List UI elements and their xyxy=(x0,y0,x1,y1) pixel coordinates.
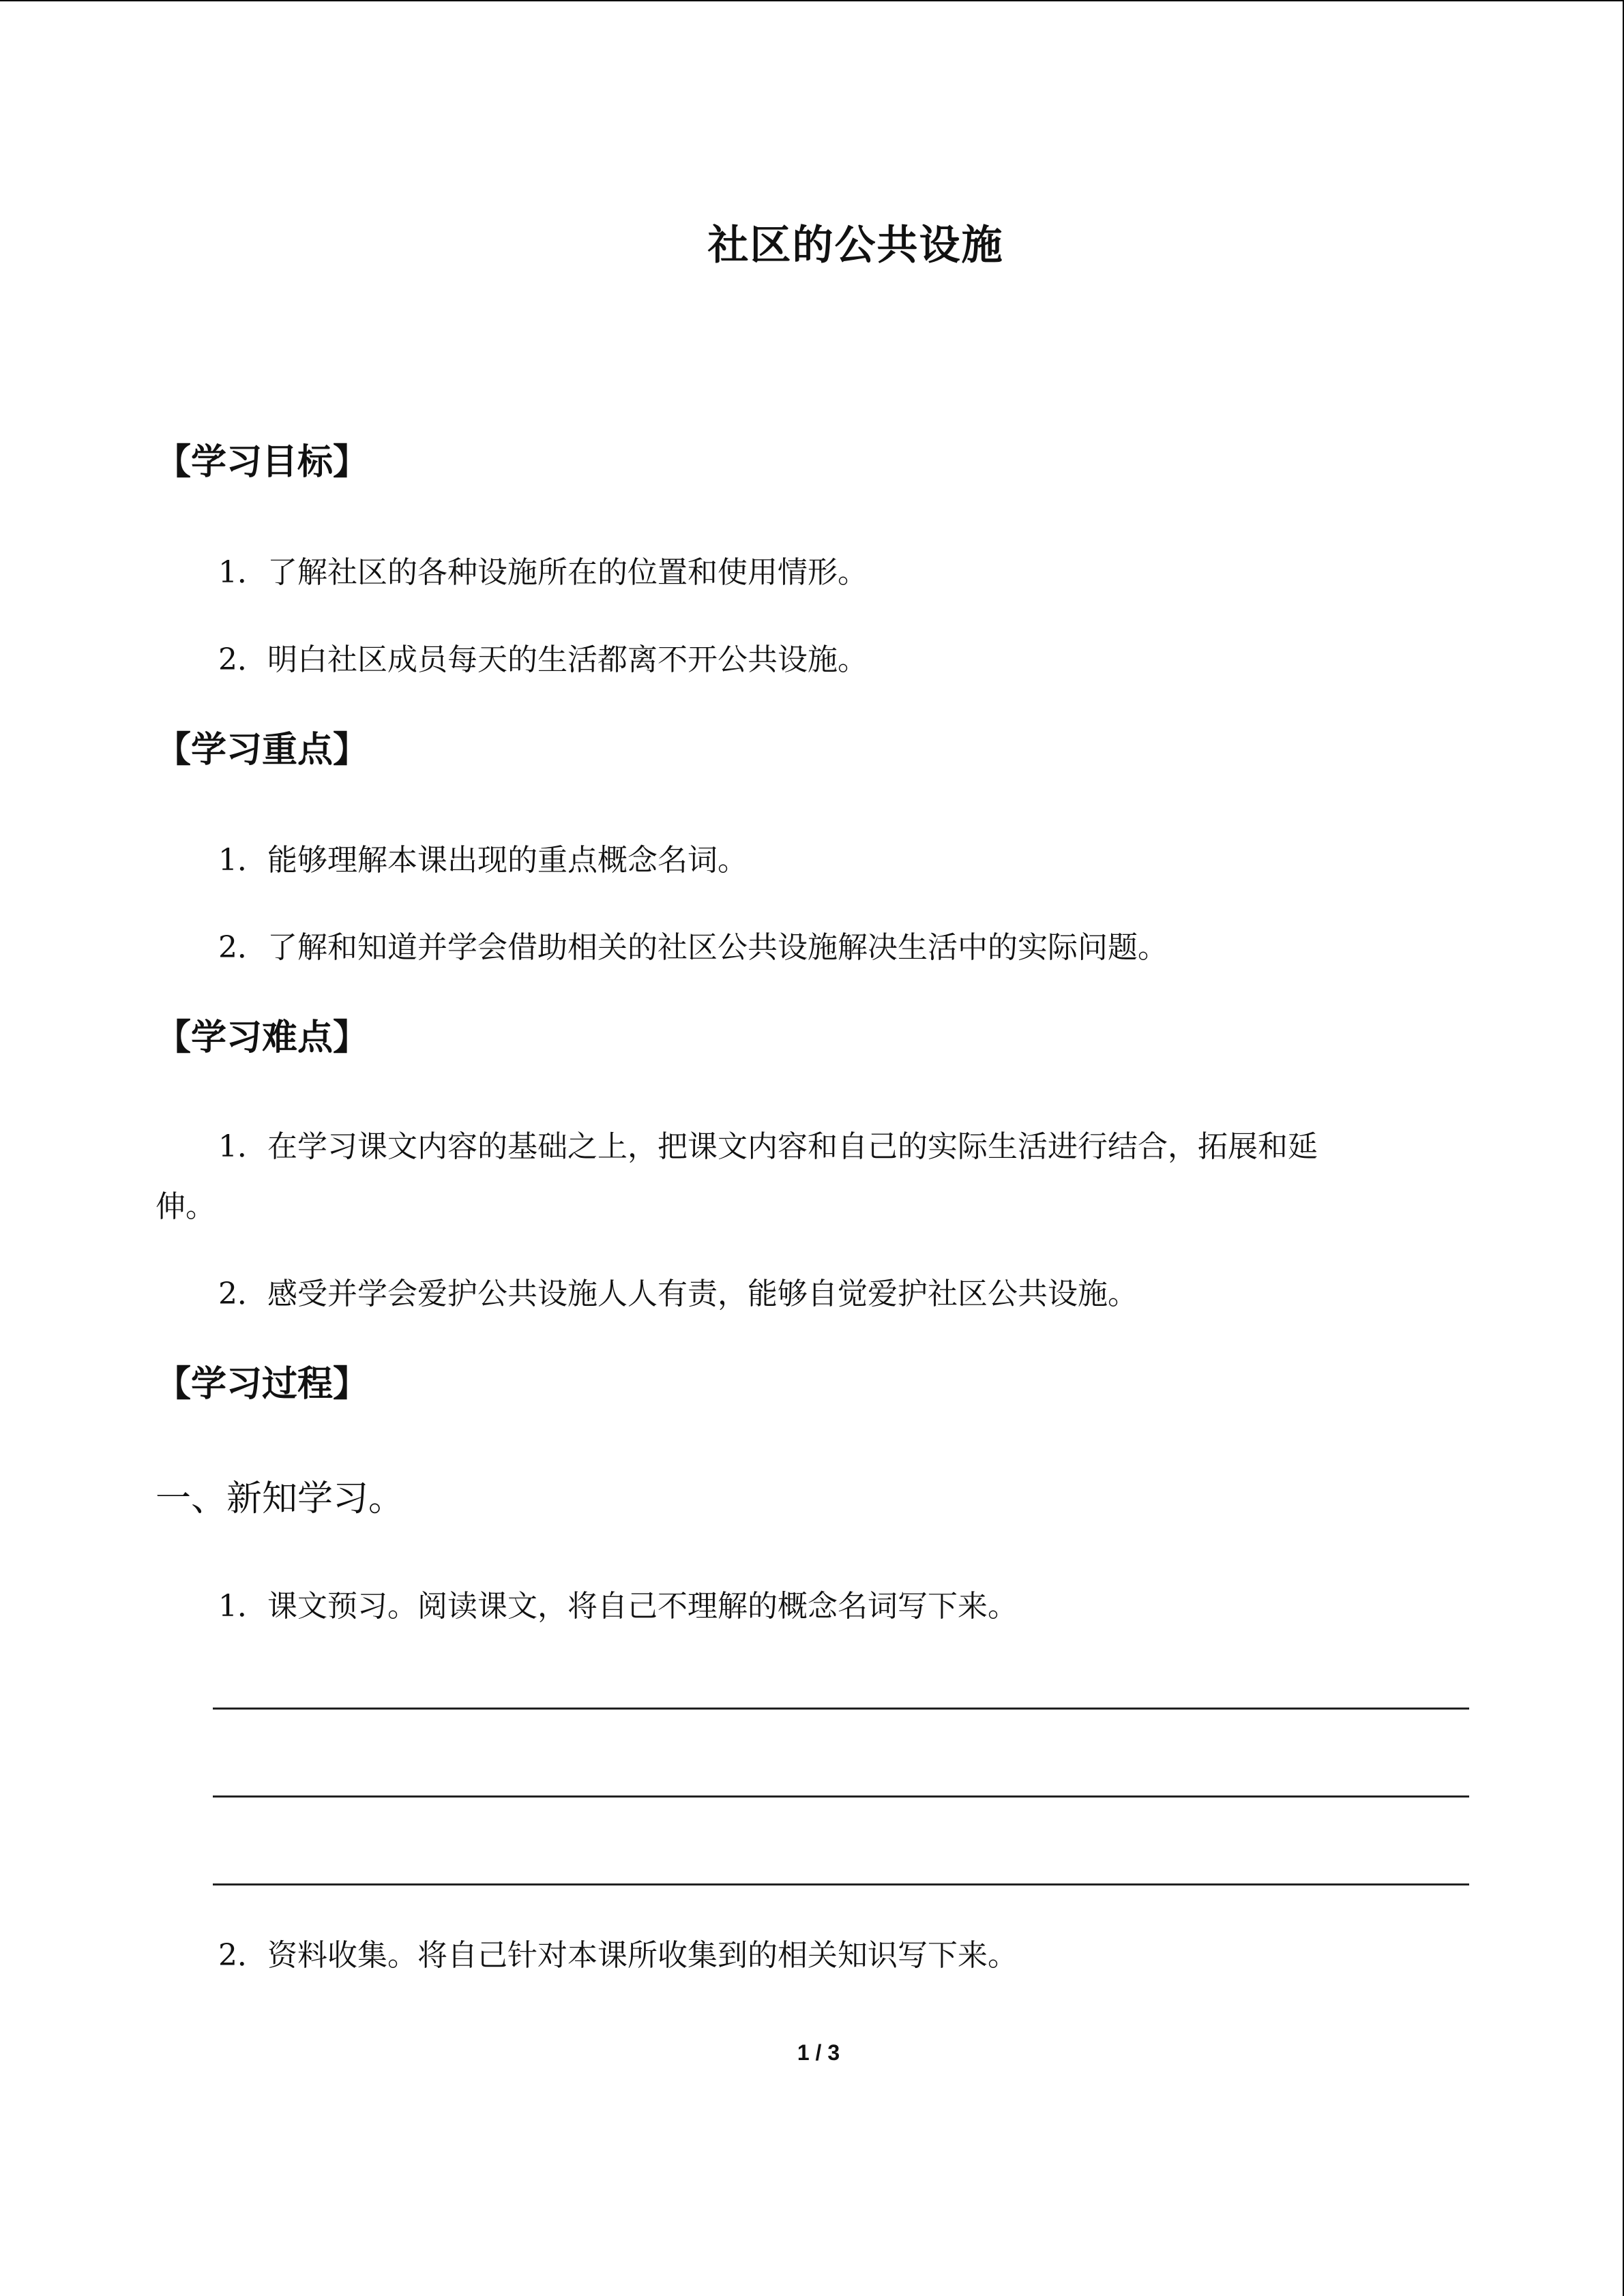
document-title: 社区的公共设施 xyxy=(707,222,1004,269)
key-points-heading: 【学习重点】 xyxy=(156,730,369,771)
objective-item-1: 1．了解社区的各种设施所在的位置和使用情形。 xyxy=(218,555,868,590)
difficulty-item-2: 2．感受并学会爱护公共设施人人有责，能够自觉爱护社区公共设施。 xyxy=(218,1277,1138,1311)
answer-blank-line-2[interactable] xyxy=(213,1795,1469,1798)
task-1-preview: 1．课文预习。阅读课文，将自己不理解的概念名词写下来。 xyxy=(218,1589,1018,1624)
objective-item-2: 2．明白社区成员每天的生活都离不开公共设施。 xyxy=(218,642,868,677)
difficulty-item-1-line-1: 1．在学习课文内容的基础之上，把课文内容和自己的实际生活进行结合，拓展和延 xyxy=(218,1129,1318,1164)
difficulties-heading: 【学习难点】 xyxy=(156,1017,369,1058)
key-point-item-2: 2．了解和知道并学会借助相关的社区公共设施解决生活中的实际问题。 xyxy=(218,930,1168,965)
task-2-collection: 2．资料收集。将自己针对本课所收集到的相关知识写下来。 xyxy=(218,1938,1018,1973)
difficulty-item-1-line-2: 伸。 xyxy=(156,1189,216,1224)
answer-blank-line-3[interactable] xyxy=(213,1883,1469,1885)
new-knowledge-section-title: 一、新知学习。 xyxy=(156,1478,404,1519)
page-number: 1 / 3 xyxy=(797,2040,840,2065)
answer-blank-line-1[interactable] xyxy=(213,1708,1469,1710)
process-heading: 【学习过程】 xyxy=(156,1364,369,1405)
key-point-item-1: 1．能够理解本课出现的重点概念名词。 xyxy=(218,843,748,878)
objectives-heading: 【学习目标】 xyxy=(156,442,369,483)
